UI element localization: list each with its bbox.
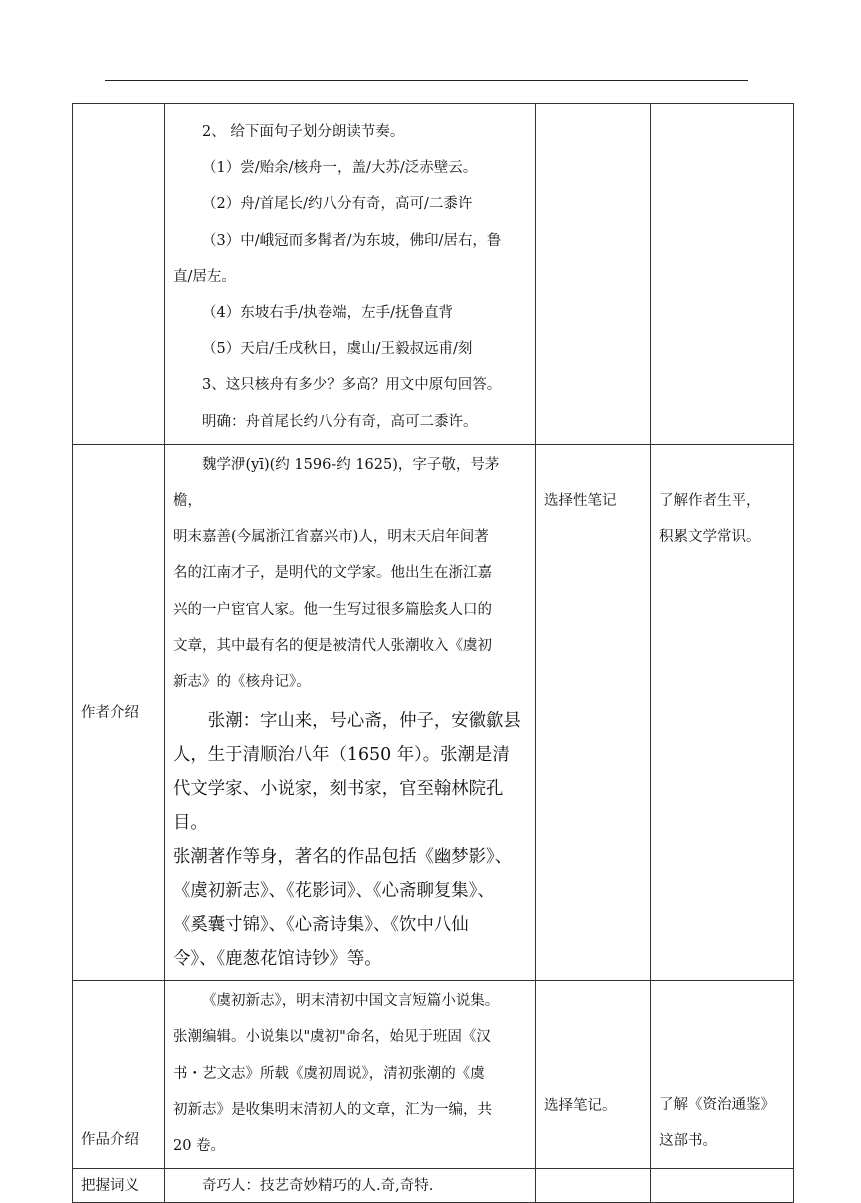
reading-content-cell <box>165 104 536 445</box>
author-intent-line: 了解作者生平， <box>659 492 761 509</box>
author-intent-line: 积累文学常识。 <box>659 528 761 545</box>
student-activity-cell <box>536 444 651 980</box>
author-line: 张潮著作等身，著名的作品包括《幽梦影》、 <box>173 847 513 868</box>
author-line: 人，生于清顺治八年（1650 年）。张潮是清 <box>173 745 510 766</box>
author-line: 名的江南才子，是明代的文学家。他出生在浙江嘉 <box>173 565 492 582</box>
table-row-reading <box>73 104 794 445</box>
work-line: 20 卷。 <box>173 1138 226 1155</box>
table-row-vocab <box>73 1169 794 1203</box>
work-line: 张潮编辑。小说集以"虞初"命名，始见于班固《汉 <box>173 1029 491 1046</box>
section-label-cell <box>73 1169 165 1203</box>
reading-line: （2）舟/首尾长/约八分有奇，高可/二黍许 <box>202 196 473 213</box>
design-intent-cell <box>651 104 794 445</box>
design-intent-cell <box>651 1169 794 1203</box>
work-line: 初新志》是收集明末清初人的文章，汇为一编，共 <box>173 1101 492 1118</box>
work-intent-line: 了解《资治通鉴》 <box>659 1096 775 1113</box>
student-activity-cell <box>536 1169 651 1203</box>
work-student-activity: 选择笔记。 <box>544 1097 617 1114</box>
student-activity-cell <box>536 981 651 1169</box>
reading-line: （3）中/峨冠而多髯者/为东坡，佛印/居右，鲁 <box>202 232 502 249</box>
reading-line: 3、这只核舟有多少？多高？用文中原句回答。 <box>202 377 502 394</box>
vocab-content-cell <box>165 1169 536 1203</box>
author-line: 魏学洢(yī)(约 1596-约 1625)，字子敬，号茅檐， <box>173 456 500 510</box>
author-student-activity: 选择性笔记 <box>544 492 617 509</box>
header-rule <box>105 80 748 81</box>
reading-line: （5）天启/壬戌秋日，虞山/王毅叔远甫/刻 <box>202 341 473 358</box>
author-line: 《虞初新志》、《花影词》、《心斋聊复集》、 <box>173 881 495 902</box>
author-label: 作者介绍 <box>81 704 139 721</box>
vocab-label: 把握词义 <box>81 1177 139 1194</box>
work-intent-line: 这部书。 <box>659 1132 717 1149</box>
author-line: 兴的一户宦官人家。他一生写过很多篇脍炙人口的 <box>173 601 492 618</box>
reading-line: 直/居左。 <box>173 268 236 285</box>
table-row-author <box>73 444 794 980</box>
reading-line: （4）东坡右手/执卷端，左手/抚鲁直背 <box>202 305 453 322</box>
section-label-cell <box>73 444 165 980</box>
work-line: 《虞初新志》，明末清初中国文言短篇小说集。 <box>202 993 500 1010</box>
author-content-cell <box>165 444 536 980</box>
author-line: 明末嘉善(今属浙江省嘉兴市)人，明末天启年间著 <box>173 529 489 546</box>
table-row-work <box>73 981 794 1169</box>
reading-line: 明确：舟首尾长约八分有奇，高可二黍许。 <box>202 413 478 430</box>
work-label: 作品介绍 <box>81 1132 139 1149</box>
author-line: 文章，其中最有名的便是被清代人张潮收入《虞初 <box>173 637 492 654</box>
section-label-cell <box>73 981 165 1169</box>
design-intent-cell <box>651 444 794 980</box>
work-line: 书・艺文志》所载《虞初周说》，清初张潮的《虞 <box>173 1065 485 1082</box>
author-line: 代文学家、小说家，刻书家，官至翰林院孔目。 <box>173 779 504 834</box>
author-line: 张潮：字山来，号心斋，仲子，安徽歙县 <box>207 711 521 732</box>
reading-line: （1）尝/贻余/核舟一，盖/大苏/泛赤壁云。 <box>202 160 478 177</box>
section-label-cell <box>73 104 165 445</box>
vocab-text: 奇巧人：技艺奇妙精巧的人.奇,奇特. <box>202 1177 434 1194</box>
student-activity-cell <box>536 104 651 445</box>
work-content-cell <box>165 981 536 1169</box>
lesson-plan-table <box>72 103 794 1203</box>
reading-line: 2、 给下面句子划分朗读节奏。 <box>202 124 405 140</box>
author-line: 令》、《鹿葱花馆诗钞》等。 <box>173 949 382 970</box>
author-line: 新志》的《核舟记》。 <box>173 674 311 691</box>
design-intent-cell <box>651 981 794 1169</box>
author-line: 《奚囊寸锦》、《心斋诗集》、《饮中八仙 <box>173 915 469 936</box>
